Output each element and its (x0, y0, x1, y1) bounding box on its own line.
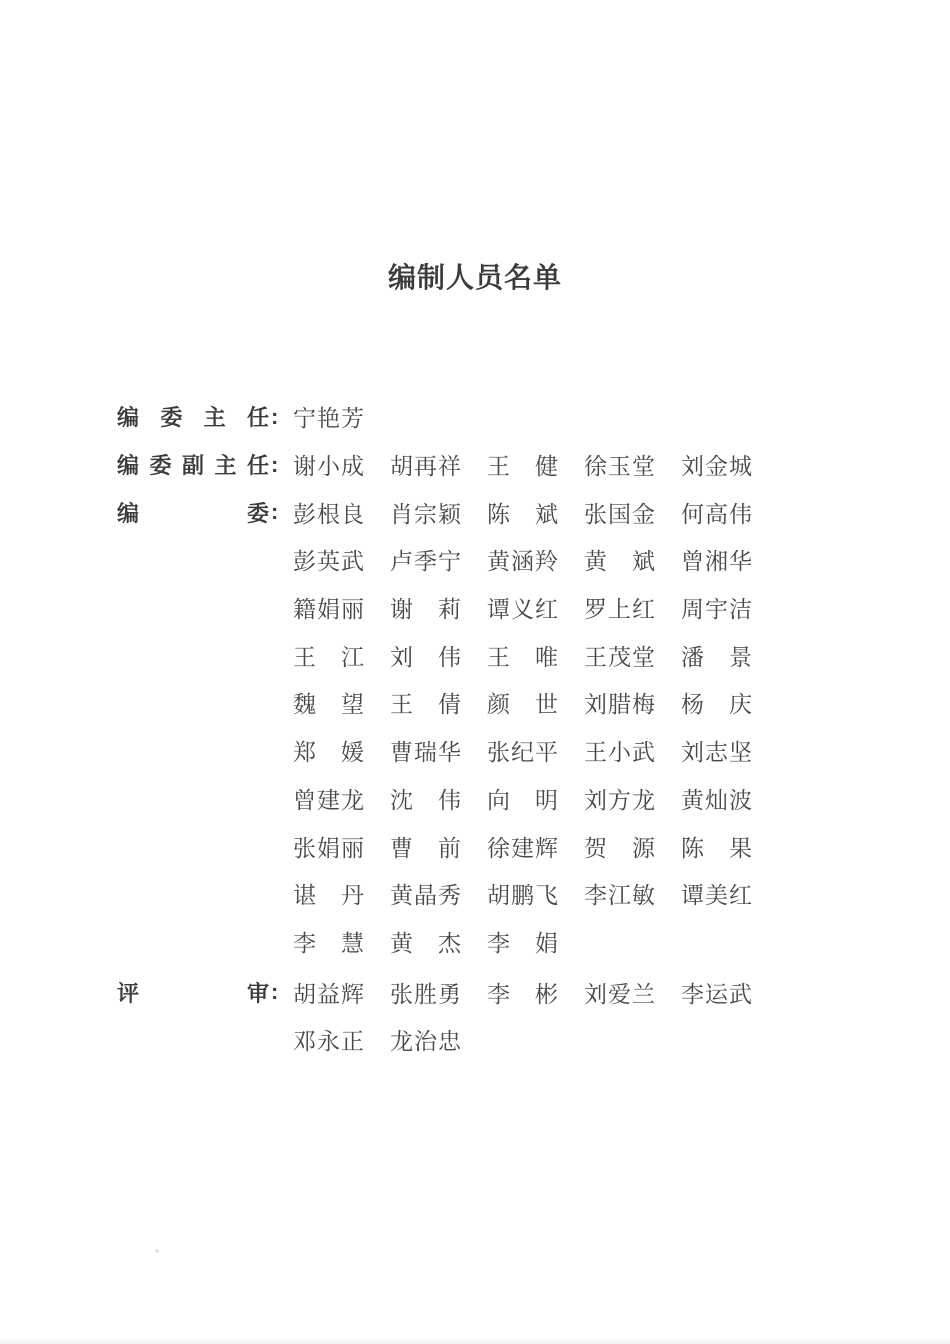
name-char: 周 (681, 597, 704, 623)
label-char: 主 (203, 405, 226, 431)
name-char: 武 (729, 981, 752, 1007)
name-char: 娟 (317, 597, 340, 623)
name-list (293, 782, 778, 815)
person-name (584, 734, 655, 767)
name-char: 丽 (341, 597, 364, 623)
name-char: 再 (414, 454, 437, 480)
name-char: 伟 (438, 787, 461, 813)
name-char: 陈 (681, 835, 704, 861)
name-char: 李 (584, 883, 607, 909)
row-label-text (117, 497, 269, 528)
person-name (293, 400, 364, 433)
person-name (487, 639, 558, 672)
name-char: 金 (705, 454, 728, 480)
person-name (390, 496, 461, 529)
name-char: 潘 (681, 644, 704, 670)
row-label (117, 497, 293, 528)
name-char: 曾 (681, 549, 704, 575)
name-char: 宇 (705, 597, 728, 623)
person-name (390, 976, 461, 1009)
person-name (390, 448, 461, 481)
row-label-text (117, 449, 269, 480)
name-char: 爱 (608, 981, 631, 1007)
roster-row (117, 631, 837, 679)
name-char: 慧 (341, 930, 364, 956)
name-char: 梅 (632, 692, 655, 718)
person-name (584, 496, 655, 529)
person-name (293, 496, 364, 529)
label-char: 主 (214, 453, 237, 479)
name-char: 涵 (511, 549, 534, 575)
personnel-roster (117, 393, 837, 1064)
name-char: 李 (293, 930, 316, 956)
name-char: 魏 (293, 692, 316, 718)
name-char: 伟 (438, 644, 461, 670)
name-char: 方 (608, 787, 631, 813)
person-name (487, 496, 558, 529)
name-char: 国 (608, 501, 631, 527)
name-char: 张 (487, 740, 510, 766)
person-name (584, 639, 655, 672)
name-char: 英 (317, 549, 340, 575)
name-char: 籍 (293, 597, 316, 623)
name-char: 郑 (293, 740, 316, 766)
name-char: 艳 (317, 406, 340, 432)
name-char: 刘 (584, 692, 607, 718)
roster-row (117, 679, 837, 727)
name-char: 忠 (438, 1029, 461, 1055)
name-list (293, 976, 778, 1009)
name-list (293, 734, 778, 767)
person-name (293, 1023, 364, 1056)
name-char: 兰 (632, 981, 655, 1007)
person-name (390, 686, 461, 719)
person-name (487, 448, 558, 481)
name-char: 谢 (293, 454, 316, 480)
name-char: 羚 (535, 549, 558, 575)
name-char: 彬 (535, 981, 558, 1007)
name-char: 堂 (632, 644, 655, 670)
name-char: 肖 (390, 501, 413, 527)
name-char: 李 (681, 981, 704, 1007)
name-char: 果 (729, 835, 752, 861)
label-colon: : (271, 499, 279, 525)
name-char: 徐 (584, 454, 607, 480)
name-char: 源 (632, 835, 655, 861)
name-list (293, 830, 778, 863)
name-char: 谌 (293, 883, 316, 909)
name-list (293, 543, 778, 576)
scan-artifact-dot (155, 1249, 159, 1253)
name-char: 张 (584, 501, 607, 527)
name-char: 玉 (608, 454, 631, 480)
person-name (681, 448, 752, 481)
name-char: 颖 (438, 501, 461, 527)
label-char: 编 (117, 500, 140, 526)
name-char: 秀 (438, 883, 461, 909)
label-char: 编 (117, 405, 140, 431)
person-name (681, 782, 752, 815)
name-char: 胡 (293, 981, 316, 1007)
name-char: 堂 (632, 454, 655, 480)
person-name (681, 976, 752, 1009)
person-name (681, 496, 752, 529)
name-char: 倩 (438, 692, 461, 718)
name-char: 刘 (584, 787, 607, 813)
person-name (293, 543, 364, 576)
person-name (293, 686, 364, 719)
name-char: 建 (317, 787, 340, 813)
name-char: 王 (487, 644, 510, 670)
person-name (293, 448, 364, 481)
name-char: 高 (705, 501, 728, 527)
name-char: 伟 (729, 501, 752, 527)
name-char: 武 (632, 740, 655, 766)
name-char: 健 (535, 454, 558, 480)
roster-row (117, 727, 837, 775)
roster-row (117, 536, 837, 584)
person-name (390, 925, 461, 958)
person-name (584, 686, 655, 719)
label-char: 审 (246, 980, 269, 1006)
person-name (390, 877, 461, 910)
name-char: 杨 (681, 692, 704, 718)
label-colon: : (271, 451, 279, 477)
person-name (681, 830, 752, 863)
name-char: 小 (317, 454, 340, 480)
name-char: 黄 (584, 549, 607, 575)
name-char: 飞 (535, 883, 558, 909)
name-char: 红 (632, 597, 655, 623)
person-name (681, 734, 752, 767)
name-char: 莉 (438, 597, 461, 623)
name-char: 何 (681, 501, 704, 527)
roster-row (117, 488, 837, 536)
name-char: 宗 (414, 501, 437, 527)
person-name (487, 591, 558, 624)
name-char: 芳 (341, 406, 364, 432)
name-char: 胡 (487, 883, 510, 909)
name-char: 黄 (390, 883, 413, 909)
name-char: 胡 (390, 454, 413, 480)
person-name (293, 925, 364, 958)
person-name (293, 976, 364, 1009)
name-char: 彭 (293, 549, 316, 575)
name-char: 黄 (390, 930, 413, 956)
row-label-text (117, 977, 269, 1008)
name-list (293, 400, 390, 433)
name-char: 辉 (341, 981, 364, 1007)
name-char: 金 (632, 501, 655, 527)
name-char: 红 (729, 883, 752, 909)
person-name (487, 976, 558, 1009)
name-char: 景 (729, 644, 752, 670)
person-name (487, 925, 558, 958)
person-name (584, 877, 655, 910)
person-name (390, 591, 461, 624)
name-list (293, 925, 584, 958)
label-char: 任 (246, 453, 269, 479)
name-char: 灿 (705, 787, 728, 813)
page-title: 编制人员名单 (387, 262, 562, 293)
name-char: 红 (535, 597, 558, 623)
label-char: 副 (181, 453, 204, 479)
person-name (390, 543, 461, 576)
name-char: 晶 (414, 883, 437, 909)
label-colon: : (271, 403, 279, 429)
row-label-text (117, 401, 269, 432)
name-char: 徐 (487, 835, 510, 861)
name-char: 腊 (608, 692, 631, 718)
person-name (293, 782, 364, 815)
name-char: 向 (487, 787, 510, 813)
name-char: 茂 (608, 644, 631, 670)
name-char: 洁 (729, 597, 752, 623)
name-char: 宁 (438, 549, 461, 575)
roster-row (117, 870, 837, 918)
person-name (584, 830, 655, 863)
name-char: 小 (608, 740, 631, 766)
roster-row (117, 822, 837, 870)
name-char: 龙 (632, 787, 655, 813)
name-char: 武 (341, 549, 364, 575)
person-name (293, 591, 364, 624)
name-char: 敏 (632, 883, 655, 909)
name-list (293, 686, 778, 719)
name-char: 城 (729, 454, 752, 480)
name-char: 王 (584, 740, 607, 766)
person-name (584, 448, 655, 481)
name-char: 颜 (487, 692, 510, 718)
name-char: 曹 (390, 835, 413, 861)
roster-row (117, 584, 837, 632)
name-char: 运 (705, 981, 728, 1007)
name-char: 辉 (535, 835, 558, 861)
name-char: 刘 (584, 981, 607, 1007)
name-char: 纪 (511, 740, 534, 766)
name-char: 望 (341, 692, 364, 718)
name-char: 黄 (487, 549, 510, 575)
name-char: 祥 (438, 454, 461, 480)
roster-row (117, 1016, 837, 1064)
roster-row (117, 918, 837, 966)
label-char: 委 (160, 405, 183, 431)
name-char: 湘 (705, 549, 728, 575)
name-char: 斌 (632, 549, 655, 575)
name-char: 平 (535, 740, 558, 766)
name-char: 江 (341, 644, 364, 670)
name-char: 上 (608, 597, 631, 623)
name-char: 罗 (584, 597, 607, 623)
person-name (390, 830, 461, 863)
person-name (390, 639, 461, 672)
name-char: 世 (535, 692, 558, 718)
name-char: 良 (341, 501, 364, 527)
name-char: 娟 (535, 930, 558, 956)
person-name (293, 734, 364, 767)
name-char: 王 (390, 692, 413, 718)
label-char: 编 (117, 453, 140, 479)
name-char: 杰 (438, 930, 461, 956)
name-char: 曹 (390, 740, 413, 766)
person-name (390, 782, 461, 815)
label-char: 评 (117, 980, 140, 1006)
name-char: 坚 (729, 740, 752, 766)
name-char: 季 (414, 549, 437, 575)
person-name (487, 877, 558, 910)
name-char: 正 (341, 1029, 364, 1055)
name-char: 张 (390, 981, 413, 1007)
person-name (293, 830, 364, 863)
name-char: 宁 (293, 406, 316, 432)
person-name (584, 543, 655, 576)
row-label (117, 449, 293, 480)
name-char: 张 (293, 835, 316, 861)
name-char: 王 (487, 454, 510, 480)
name-char: 卢 (390, 549, 413, 575)
person-name (584, 782, 655, 815)
row-label (117, 401, 293, 432)
name-char: 龙 (390, 1029, 413, 1055)
name-char: 唯 (535, 644, 558, 670)
roster-row (117, 393, 837, 441)
name-list (293, 496, 778, 529)
name-char: 瑞 (414, 740, 437, 766)
person-name (293, 639, 364, 672)
name-char: 华 (438, 740, 461, 766)
name-char: 陈 (487, 501, 510, 527)
name-char: 沈 (390, 787, 413, 813)
name-list (293, 639, 778, 672)
label-char: 委 (246, 500, 269, 526)
name-char: 刘 (681, 740, 704, 766)
name-char: 华 (729, 549, 752, 575)
row-label (117, 977, 293, 1008)
roster-row (117, 968, 837, 1016)
name-char: 龙 (341, 787, 364, 813)
label-char: 任 (246, 405, 269, 431)
person-name (681, 877, 752, 910)
roster-row (117, 441, 837, 489)
name-char: 王 (584, 644, 607, 670)
person-name (681, 543, 752, 576)
name-char: 谢 (390, 597, 413, 623)
name-list (293, 448, 778, 481)
name-list (293, 591, 778, 624)
name-char: 刘 (390, 644, 413, 670)
name-char: 娟 (317, 835, 340, 861)
name-char: 刘 (681, 454, 704, 480)
roster-row (117, 775, 837, 823)
name-char: 斌 (535, 501, 558, 527)
person-name (584, 976, 655, 1009)
name-char: 媛 (341, 740, 364, 766)
person-name (390, 734, 461, 767)
label-colon: : (271, 979, 279, 1005)
name-char: 志 (705, 740, 728, 766)
label-char: 委 (149, 453, 172, 479)
person-name (681, 686, 752, 719)
person-name (487, 686, 558, 719)
name-list (293, 1023, 487, 1056)
person-name (390, 1023, 461, 1056)
name-char: 彭 (293, 501, 316, 527)
name-char: 治 (414, 1029, 437, 1055)
name-char: 贺 (584, 835, 607, 861)
person-name (487, 830, 558, 863)
person-name (487, 782, 558, 815)
name-char: 明 (535, 787, 558, 813)
name-char: 根 (317, 501, 340, 527)
person-name (681, 591, 752, 624)
name-char: 前 (438, 835, 461, 861)
name-char: 胜 (414, 981, 437, 1007)
name-char: 邓 (293, 1029, 316, 1055)
name-char: 义 (511, 597, 534, 623)
name-char: 建 (511, 835, 534, 861)
name-char: 江 (608, 883, 631, 909)
name-char: 永 (317, 1029, 340, 1055)
name-char: 美 (705, 883, 728, 909)
name-char: 李 (487, 930, 510, 956)
name-char: 王 (293, 644, 316, 670)
person-name (487, 543, 558, 576)
name-char: 勇 (438, 981, 461, 1007)
name-char: 谭 (487, 597, 510, 623)
name-char: 鹏 (511, 883, 534, 909)
name-char: 益 (317, 981, 340, 1007)
name-char: 曾 (293, 787, 316, 813)
person-name (293, 877, 364, 910)
person-name (487, 734, 558, 767)
name-char: 黄 (681, 787, 704, 813)
person-name (681, 639, 752, 672)
name-char: 丹 (341, 883, 364, 909)
person-name (584, 591, 655, 624)
name-char: 谭 (681, 883, 704, 909)
name-char: 李 (487, 981, 510, 1007)
name-char: 丽 (341, 835, 364, 861)
name-char: 成 (341, 454, 364, 480)
name-char: 波 (729, 787, 752, 813)
name-char: 庆 (729, 692, 752, 718)
name-list (293, 877, 778, 910)
